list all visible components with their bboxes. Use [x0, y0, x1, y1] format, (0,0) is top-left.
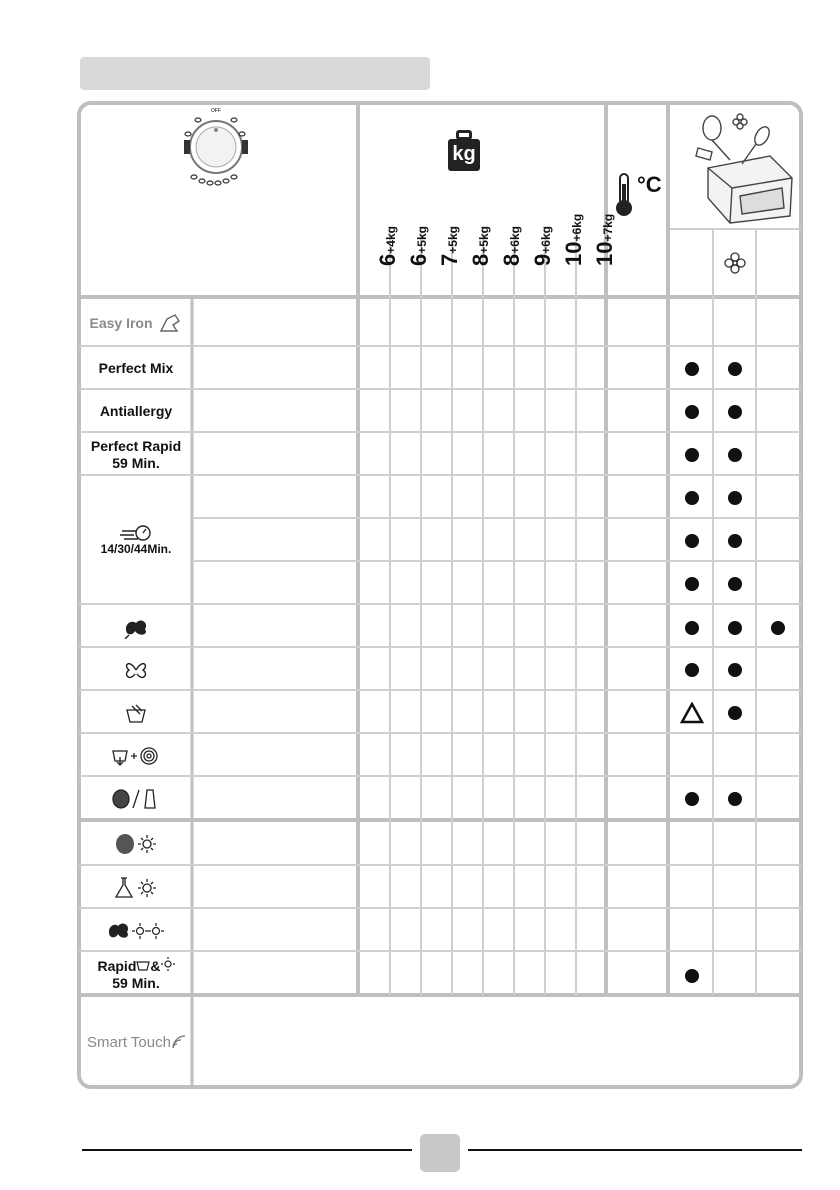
softener-dot — [728, 663, 742, 677]
capacity-7-5: 7+5kg — [437, 226, 462, 266]
capacity-8-6: 8+6kg — [499, 226, 524, 266]
sun-dry-icon — [161, 957, 175, 971]
program-antiallergy: Antiallergy — [99, 403, 173, 419]
softener-dot — [728, 405, 742, 419]
prewash-dot — [685, 534, 699, 548]
prewash-dot — [685, 448, 699, 462]
prewash-dot — [685, 405, 699, 419]
prewash-dot — [685, 663, 699, 677]
softener-dot — [728, 706, 742, 720]
wash-tub-icon — [136, 959, 150, 971]
weight-icon — [447, 130, 481, 172]
weight-unit-label: kg — [452, 143, 476, 165]
softener-dot — [728, 792, 742, 806]
footer-rule-right — [468, 1149, 802, 1151]
softener-dot — [728, 577, 742, 591]
program-wool-delicates — [80, 778, 192, 819]
program-dry-wool — [80, 823, 192, 865]
flask-dry-icon — [113, 875, 159, 901]
footer-rule-left — [82, 1149, 412, 1151]
softener-flower-icon — [724, 252, 746, 274]
program-perfect-mix: Perfect Mix — [98, 360, 174, 376]
capacity-6-5: 6+5kg — [406, 226, 431, 266]
hand-wash-icon — [124, 702, 148, 724]
capacity-9-6: 9+6kg — [530, 226, 555, 266]
prewash-dot — [685, 969, 699, 983]
prewash-dot — [685, 362, 699, 376]
program-easy-iron: Easy Iron — [80, 300, 192, 346]
rapid-speed-icon — [118, 523, 154, 541]
program-dry-cotton — [80, 910, 192, 951]
extra-dot — [771, 621, 785, 635]
prewash-dot — [685, 577, 699, 591]
capacity-10-7: 10+7kg — [592, 213, 617, 266]
drain-spin-icon — [111, 745, 161, 767]
thermometer-icon — [614, 172, 636, 218]
prewash-dot — [685, 491, 699, 505]
softener-dot — [728, 448, 742, 462]
program-drain-spin — [80, 735, 192, 776]
cotton-icon — [121, 615, 151, 639]
program-rapid-wash-dry: Rapid & 59 Min. — [80, 953, 192, 995]
program-dry-synthetics — [80, 867, 192, 908]
program-perfect-rapid: Perfect Rapid 59 Min. — [90, 437, 182, 471]
cotton-dry-icon — [106, 918, 166, 944]
optional-triangle-icon — [680, 702, 704, 724]
synthetics-butterfly-icon — [121, 656, 151, 684]
capacity-6-4: 6+4kg — [375, 226, 400, 266]
easy-iron-icon — [157, 311, 183, 335]
capacity-10-6: 10+6kg — [561, 213, 586, 266]
softener-dot — [728, 534, 742, 548]
svg-text:OFF: OFF — [211, 108, 221, 114]
softener-dot — [728, 362, 742, 376]
wool-delicates-icon — [109, 786, 163, 812]
program-hand-wash — [80, 692, 192, 733]
program-synthetics — [80, 649, 192, 690]
smart-touch-label: Smart Touch — [80, 997, 192, 1087]
prewash-dot — [685, 621, 699, 635]
temperature-unit: °C — [637, 172, 662, 197]
capacity-8-5: 8+5kg — [468, 226, 493, 266]
wool-dry-icon — [113, 831, 159, 857]
softener-dot — [728, 491, 742, 505]
program-cotton — [80, 606, 192, 647]
nfc-signal-icon — [171, 1034, 185, 1050]
prewash-dot — [685, 792, 699, 806]
detergent-drawer-icon — [690, 108, 798, 226]
softener-dot — [728, 621, 742, 635]
program-dial-icon — [178, 104, 258, 188]
page-number-box — [420, 1134, 460, 1172]
program-rapid-14-30-44: 14/30/44Min. — [80, 477, 192, 604]
